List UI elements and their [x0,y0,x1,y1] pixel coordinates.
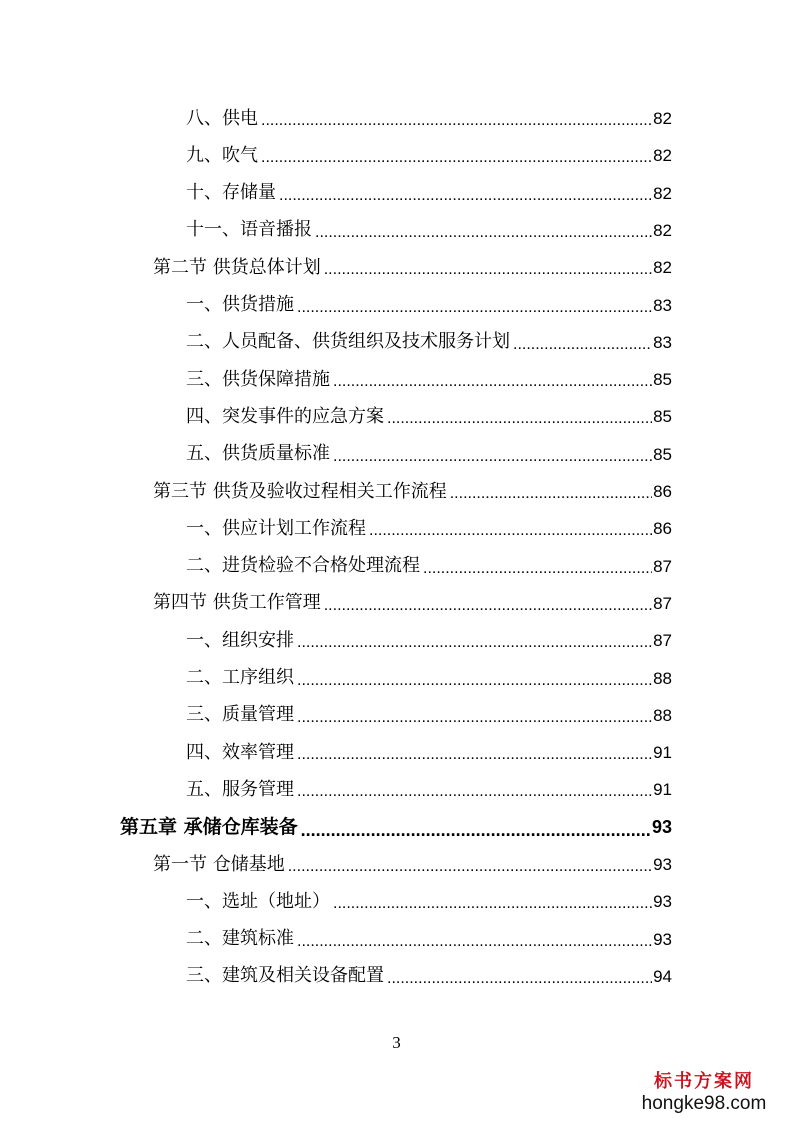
toc-dot-leader [315,225,652,249]
toc-entry-page-number: 82 [653,109,672,128]
toc-dot-leader [297,300,652,324]
toc-entry-label: 二、建筑标准 [186,928,294,950]
toc-dot-leader [423,561,652,585]
toc-entry-chapter[interactable] [120,809,672,846]
toc-entry-item[interactable] [186,660,672,697]
toc-entry-page-number: 87 [653,593,672,613]
toc-entry-item[interactable] [186,622,672,659]
toc-dot-leader [301,821,651,846]
toc-entry-section[interactable] [153,249,672,286]
toc-entry-page-number: 82 [653,220,672,240]
toc-dot-leader [513,337,652,361]
toc-entry-label: 第五章 承储仓库装备 [120,815,298,838]
watermark-url: hongke98.com [641,1093,767,1114]
toc-entry-item[interactable] [186,883,672,920]
toc-dot-leader [297,747,652,771]
toc-dot-leader [387,411,652,435]
toc-entry-label: 二、工序组织 [186,667,294,688]
toc-entry-page-number: 82 [653,146,672,166]
toc-entry-item[interactable] [186,958,672,995]
toc-dot-leader [387,971,652,995]
page-number: 3 [392,1033,401,1052]
toc-entry-item[interactable] [186,287,672,324]
toc-dot-leader [297,635,652,659]
toc-entry-label: 一、供货措施 [186,294,294,315]
toc-entry-page-number: 88 [653,668,672,688]
toc-entry-page-number: 93 [651,817,672,838]
toc-dot-leader [369,523,652,547]
toc-entry-page-number: 91 [653,780,672,800]
toc-dot-leader [324,262,652,286]
toc-entry-item[interactable] [186,734,672,771]
toc-entry-label: 三、质量管理 [186,704,294,726]
toc-entry-page-number: 85 [653,407,672,427]
toc-entry-label: 一、供应计划工作流程 [186,517,366,539]
toc-entry-item[interactable] [186,510,672,547]
toc-entry-page-number: 83 [653,332,672,352]
toc-entry-page-number: 87 [653,631,672,651]
toc-entry-page-number: 93 [653,892,672,912]
toc-entry-section[interactable] [153,846,672,883]
toc-entry-item[interactable] [186,697,672,734]
toc-dot-leader [297,710,652,734]
toc-dot-leader [450,486,652,510]
toc-entry-page-number: 91 [653,743,672,763]
toc-entry-item[interactable] [186,175,672,212]
toc-entry-label: 第一节 仓储基地 [153,853,285,875]
toc-entry-label: 三、供货保障措施 [186,368,330,390]
toc-entry-item[interactable] [186,361,672,398]
toc-entry-label: 五、服务管理 [186,778,294,800]
toc-entry-page-number: 82 [653,183,672,203]
toc-entry-label: 三、建筑及相关设备配置 [186,965,384,987]
toc-entry-label: 八、供电 [186,107,258,129]
toc-entry-label: 九、吹气 [186,144,258,166]
toc-dot-leader [261,150,652,174]
toc-entry-section[interactable] [153,473,672,510]
toc-entry-label: 第四节 供货工作管理 [153,592,321,614]
toc-entry-label: 第二节 供货总体计划 [153,256,321,278]
toc-entry-item[interactable] [186,100,672,137]
watermark-title: 标书方案网 [654,1071,754,1092]
toc-entry-page-number: 86 [653,519,672,539]
toc-dot-leader [297,934,652,958]
toc-entry-page-number: 93 [653,855,672,874]
toc-entry-page-number: 82 [653,258,672,278]
toc-entry-label: 五、供货质量标准 [186,443,330,465]
toc-entry-item[interactable] [186,212,672,249]
toc-entry-page-number: 93 [653,929,672,949]
toc-entry-label: 十一、语音播报 [186,219,312,241]
watermark [629,1071,779,1115]
toc-entry-label: 二、进货检验不合格处理流程 [186,555,420,577]
toc-entry-page-number: 86 [653,482,672,501]
toc-entry-label: 一、组织安排 [186,629,294,651]
toc-entry-page-number: 85 [653,444,672,464]
toc-entry-label: 四、效率管理 [186,741,294,763]
toc-dot-leader [324,598,652,622]
toc-entry-item[interactable] [186,398,672,435]
toc-dot-leader [333,896,652,920]
toc-entry-label: 四、突发事件的应急方案 [186,405,384,427]
toc-dot-leader [288,859,652,883]
toc-entry-item[interactable] [186,921,672,958]
toc-entry-page-number: 85 [653,370,672,390]
toc-entry-page-number: 87 [653,556,672,576]
toc-entry-label: 一、选址（地址） [186,890,330,912]
toc-entry-item[interactable] [186,436,672,473]
toc-dot-leader [297,673,652,697]
toc-entry-label: 第三节 供货及验收过程相关工作流程 [153,480,447,502]
toc-dot-leader [261,113,652,137]
toc-dot-leader [333,374,652,398]
toc-entry-label: 十、存储量 [186,182,276,204]
toc-entry-item[interactable] [186,324,672,361]
toc-entry-item[interactable] [186,137,672,174]
toc-dot-leader [297,784,652,808]
toc-entry-item[interactable] [186,771,672,808]
toc-entry-page-number: 83 [653,295,672,315]
toc-entry-label: 二、人员配备、供货组织及技术服务计划 [186,331,510,353]
toc-entry-item[interactable] [186,548,672,585]
toc-dot-leader [333,449,652,473]
toc-entry-page-number: 94 [653,966,672,986]
toc-dot-leader [279,188,652,212]
toc-entry-section[interactable] [153,585,672,622]
toc-entry-page-number: 88 [653,705,672,725]
